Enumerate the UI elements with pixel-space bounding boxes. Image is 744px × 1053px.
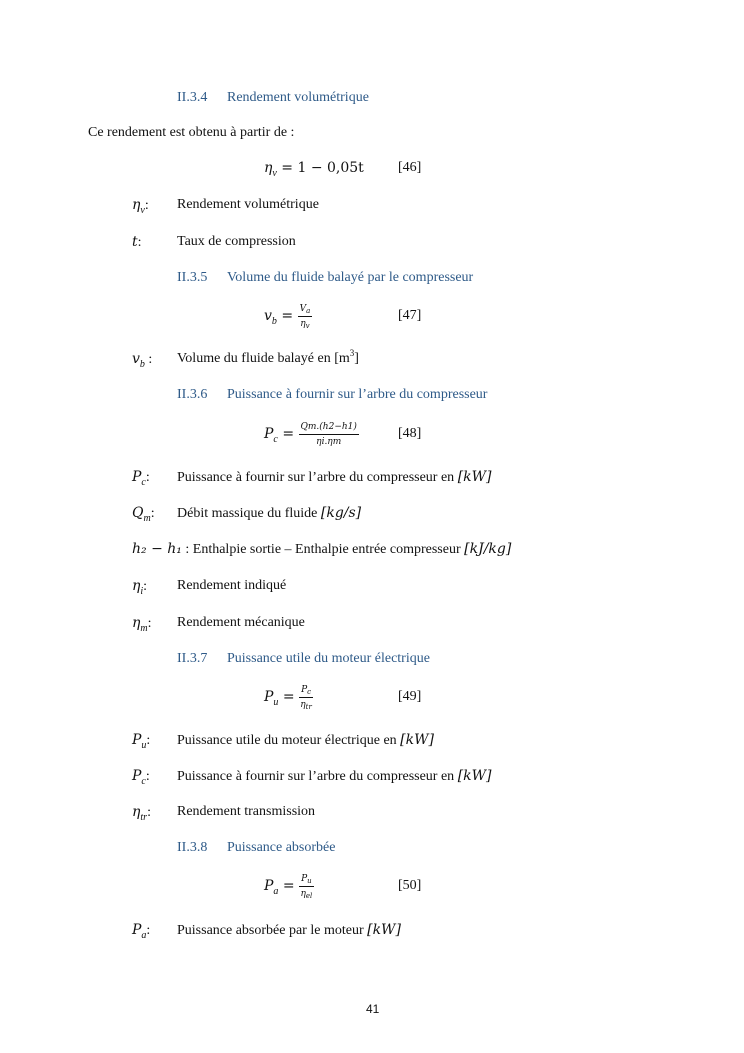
eq50-num: P bbox=[301, 874, 308, 884]
def-sep: : bbox=[145, 769, 150, 784]
equation-number-46: [46] bbox=[398, 160, 422, 175]
def-sep: : bbox=[145, 470, 150, 485]
def-sym: η bbox=[132, 804, 141, 820]
eq47-lhs: v bbox=[264, 308, 272, 325]
definition-symbol bbox=[132, 469, 150, 486]
def-unit: [kW] bbox=[400, 732, 434, 748]
definition-symbol bbox=[132, 578, 147, 595]
definition-text: Rendement volumétrique bbox=[177, 197, 319, 212]
definition-line bbox=[132, 541, 511, 558]
equation-number-47: [47] bbox=[398, 308, 422, 323]
eq50-fraction bbox=[299, 873, 314, 900]
equation-49: $P_u$ = $\frac{P_c}{\eta_{tr}}$ bbox=[264, 685, 312, 711]
definition-symbol bbox=[132, 922, 150, 939]
def-text: Puissance utile du moteur électrique en bbox=[177, 733, 401, 748]
eq48-lhs: P bbox=[264, 426, 274, 443]
eq46-lhs: η bbox=[264, 160, 273, 176]
section-title: Puissance absorbée bbox=[227, 840, 336, 855]
def-sub: tr bbox=[140, 812, 148, 823]
section-number: II.3.6 bbox=[177, 387, 208, 402]
section-number: II.3.5 bbox=[177, 270, 208, 285]
def-sub: i bbox=[140, 586, 144, 597]
eq49-den-sub: tr bbox=[305, 703, 312, 711]
definition-symbol bbox=[132, 351, 152, 368]
definition-symbol bbox=[132, 732, 150, 749]
definition-symbol bbox=[132, 197, 149, 214]
def-sep: : bbox=[146, 733, 151, 748]
def-unit: [kg/s] bbox=[320, 505, 362, 521]
def-sep: : bbox=[150, 506, 155, 521]
definition-text bbox=[177, 732, 434, 749]
eq47-den: η bbox=[300, 319, 306, 329]
equation-number-48: [48] bbox=[398, 426, 422, 441]
equation-50: $P_a$ = $\frac{P_u}{\eta_{el}}$ bbox=[264, 874, 313, 900]
def-sym: t bbox=[132, 234, 138, 250]
eq50-den-sub: el bbox=[305, 892, 313, 900]
def-sym: η bbox=[132, 615, 141, 631]
def-text: Enthalpie sortie – Enthalpie entrée compresseur bbox=[192, 542, 465, 557]
equation-number-49: [49] bbox=[398, 689, 422, 704]
section-heading bbox=[177, 387, 487, 403]
def-sub: v bbox=[140, 205, 145, 216]
eq49-lhs: P bbox=[264, 689, 274, 706]
def-sep: : bbox=[144, 352, 153, 367]
def-sym: P bbox=[132, 768, 142, 784]
def-text: Puissance absorbée par le moteur bbox=[177, 923, 368, 938]
def-sep: : bbox=[143, 579, 148, 594]
eq49-fraction bbox=[299, 684, 313, 711]
eq47-fraction bbox=[298, 303, 313, 330]
section-heading bbox=[177, 90, 369, 106]
eq47-den-sub: v bbox=[305, 322, 310, 330]
def-sub: m bbox=[143, 513, 151, 524]
def-sym: η bbox=[132, 578, 141, 594]
definition-text bbox=[177, 348, 359, 367]
section-heading bbox=[177, 651, 430, 667]
equation-number-50: [50] bbox=[398, 878, 422, 893]
def-unit: [kW] bbox=[457, 768, 492, 784]
def-text: Volume du fluide balayé en [m bbox=[177, 351, 350, 366]
def-sub: m bbox=[140, 623, 148, 634]
eq47-lhs-sub: b bbox=[271, 316, 277, 328]
def-tail: ] bbox=[354, 351, 359, 366]
equation-47: $v_b$ = $\frac{V_a}{\eta_v}$ bbox=[264, 304, 311, 330]
section-number: II.3.7 bbox=[177, 651, 208, 666]
eq48-lhs-sub: c bbox=[273, 434, 278, 446]
section-title: Volume du fluide balayé par le compresseur bbox=[227, 270, 474, 285]
eq49-num: P bbox=[301, 685, 308, 695]
def-sub: b bbox=[139, 359, 145, 370]
def-sym: P bbox=[132, 732, 142, 748]
section-number: II.3.8 bbox=[177, 840, 208, 855]
section-title: Rendement volumétrique bbox=[227, 90, 369, 105]
def-unit: [kW] bbox=[457, 469, 492, 485]
def-sep: : bbox=[137, 235, 142, 250]
def-sub: u bbox=[141, 740, 147, 751]
eq47-num-sub: a bbox=[306, 307, 311, 315]
def-sym: P bbox=[132, 469, 142, 485]
def-unit: [kW] bbox=[367, 922, 401, 938]
eq48-den: ηi.ηm bbox=[316, 437, 342, 447]
eq46-lhs-sub: v bbox=[272, 168, 277, 179]
def-sep: : bbox=[147, 805, 151, 820]
def-text: Puissance à fournir sur l’arbre du compresseur en bbox=[177, 769, 458, 784]
def-sup: 3 bbox=[349, 348, 355, 358]
eq50-den: η bbox=[300, 889, 306, 899]
def-unit: [kJ/kg] bbox=[464, 541, 512, 557]
def-text: Débit massique du fluide bbox=[177, 506, 321, 521]
section-title: Puissance utile du moteur électrique bbox=[227, 651, 430, 666]
definition-symbol bbox=[132, 505, 155, 522]
definition-text bbox=[177, 469, 491, 486]
equation-48: $P_c$ = $\frac{Qm.(h2-h1)}{\eta i.\eta m}$ bbox=[264, 422, 357, 447]
def-sep: : bbox=[146, 923, 151, 938]
eq46-rhs: = 1 − 0,05t bbox=[276, 160, 364, 176]
def-sym: Q bbox=[132, 505, 144, 521]
def-sep: : bbox=[144, 198, 149, 213]
eq48-num: Qm.(h2−h1) bbox=[299, 421, 359, 435]
def-text: Puissance à fournir sur l’arbre du compresseur en bbox=[177, 470, 458, 485]
def-sep: : bbox=[181, 542, 193, 557]
definition-text bbox=[177, 768, 491, 785]
def-sym: h₂ − h₁ bbox=[132, 541, 182, 557]
eq50-num-sub: u bbox=[307, 877, 312, 885]
eq50-lhs-sub: a bbox=[273, 886, 279, 898]
definition-text bbox=[177, 922, 401, 939]
def-sep: : bbox=[147, 616, 152, 631]
equation-46 bbox=[264, 159, 364, 177]
definition-symbol bbox=[132, 768, 150, 785]
definition-text: Rendement mécanique bbox=[177, 615, 305, 630]
definition-text: Rendement indiqué bbox=[177, 578, 287, 593]
section-number: II.3.4 bbox=[177, 90, 208, 105]
definition-text bbox=[177, 505, 361, 522]
def-sub: c bbox=[141, 477, 146, 488]
eq50-lhs: P bbox=[264, 878, 274, 895]
definition-symbol bbox=[132, 615, 152, 632]
eq48-fraction bbox=[299, 421, 359, 448]
definition-symbol bbox=[132, 234, 142, 251]
eq49-den: η bbox=[300, 700, 306, 710]
eq47-num: V bbox=[299, 304, 307, 314]
def-sub: a bbox=[141, 930, 147, 941]
definition-text: Taux de compression bbox=[177, 234, 296, 249]
definition-text: Rendement transmission bbox=[177, 804, 316, 819]
def-sym: η bbox=[132, 197, 141, 213]
eq49-lhs-sub: u bbox=[273, 697, 279, 709]
eq49-num-sub: c bbox=[307, 688, 312, 696]
def-sym: v bbox=[132, 351, 140, 367]
def-sym: P bbox=[132, 922, 142, 938]
intro-text: Ce rendement est obtenu à partir de : bbox=[88, 125, 295, 140]
def-sub: c bbox=[141, 776, 146, 787]
page-number: 41 bbox=[366, 1002, 380, 1016]
section-title: Puissance à fournir sur l’arbre du compresseur bbox=[227, 387, 488, 402]
definition-symbol bbox=[132, 804, 151, 821]
section-heading bbox=[177, 270, 473, 286]
section-heading bbox=[177, 840, 335, 856]
